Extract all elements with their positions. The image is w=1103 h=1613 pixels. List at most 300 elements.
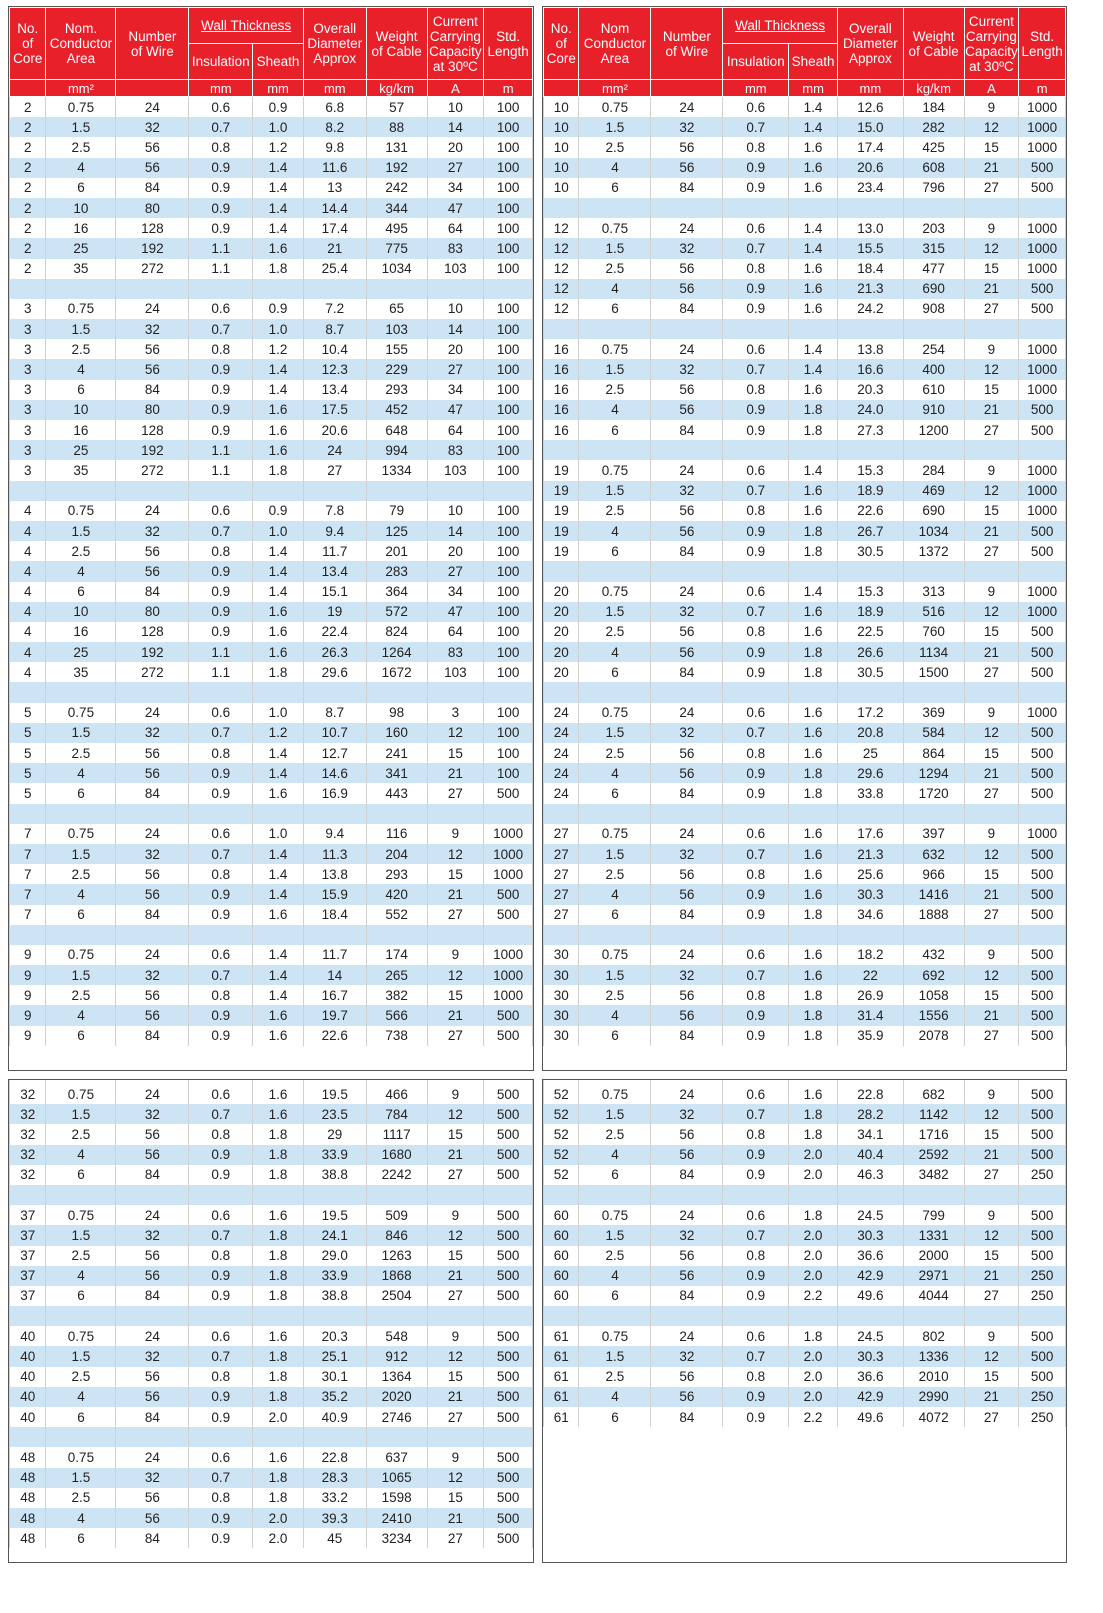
col-current: 9 xyxy=(964,1326,1019,1346)
col-weight: 910 xyxy=(903,400,964,420)
col-diameter: 35.2 xyxy=(303,1387,366,1407)
table-row xyxy=(10,97,533,118)
col-current: 9 xyxy=(964,460,1019,480)
col-length: 500 xyxy=(1019,158,1066,178)
col-sheath: 1.6 xyxy=(789,602,838,622)
col-diameter: 19.7 xyxy=(303,1005,366,1025)
col-wire: 32 xyxy=(651,1104,723,1124)
col-core: 61 xyxy=(544,1367,579,1387)
col-sheath: 1.8 xyxy=(789,1124,838,1144)
col-weight: 4072 xyxy=(903,1407,964,1427)
col-insulation: 0.9 xyxy=(723,1005,789,1025)
col-insulation: 0.9 xyxy=(189,1165,253,1185)
col-weight: 799 xyxy=(903,1205,964,1225)
col-wire: 56 xyxy=(651,137,723,157)
col-length: 100 xyxy=(484,259,533,279)
col-diameter: 31.4 xyxy=(837,1005,903,1025)
col-weight: 796 xyxy=(903,178,964,198)
table-row xyxy=(10,1026,533,1046)
col-area: 4 xyxy=(46,763,116,783)
col-sheath: 2.2 xyxy=(789,1407,838,1427)
col-current: 34 xyxy=(427,178,484,198)
col-current: 15 xyxy=(964,259,1019,279)
col-core: 24 xyxy=(544,763,579,783)
col-area: 2.5 xyxy=(579,985,651,1005)
col-weight: 1142 xyxy=(903,1104,964,1124)
col-length: 500 xyxy=(484,1104,533,1124)
table-row xyxy=(544,1246,1066,1266)
col-area: 4 xyxy=(579,1005,651,1025)
col-sheath: 1.6 xyxy=(253,1326,304,1346)
col-insulation: 0.6 xyxy=(723,1326,789,1346)
col-area: 2.5 xyxy=(579,1367,651,1387)
col-diameter: 23.5 xyxy=(303,1104,366,1124)
col-core: 4 xyxy=(10,561,46,581)
col-weight: 201 xyxy=(366,541,427,561)
col-diameter: 13.8 xyxy=(837,339,903,359)
col-wire: 56 xyxy=(651,158,723,178)
col-weight: 760 xyxy=(903,622,964,642)
col-diameter: 9.4 xyxy=(303,824,366,844)
col-wire: 192 xyxy=(116,440,189,460)
col-length: 100 xyxy=(484,420,533,440)
table-row xyxy=(10,299,533,319)
col-diameter: 21.3 xyxy=(837,844,903,864)
col-area: 2.5 xyxy=(46,1246,116,1266)
col-wire: 32 xyxy=(651,965,723,985)
col-weight: 282 xyxy=(903,117,964,137)
col-sheath: 1.6 xyxy=(253,1005,304,1025)
col-sheath: 1.0 xyxy=(253,319,304,339)
col-current: 27 xyxy=(427,1026,484,1046)
col-length: 500 xyxy=(1019,1026,1066,1046)
col-wire: 24 xyxy=(116,299,189,319)
table-row xyxy=(544,299,1066,319)
col-core: 10 xyxy=(544,158,579,178)
col-core: 7 xyxy=(10,824,46,844)
col-insulation: 0.6 xyxy=(189,97,253,118)
table-row xyxy=(544,743,1066,763)
col-core: 10 xyxy=(544,178,579,198)
col-core: 9 xyxy=(10,945,46,965)
col-area: 4 xyxy=(579,521,651,541)
col-weight: 1264 xyxy=(366,642,427,662)
col-length: 100 xyxy=(484,178,533,198)
col-area: 0.75 xyxy=(579,824,651,844)
col-diameter: 25.6 xyxy=(837,864,903,884)
col-wire: 80 xyxy=(116,602,189,622)
col-core: 7 xyxy=(10,884,46,904)
col-core: 48 xyxy=(10,1488,46,1508)
col-core: 10 xyxy=(544,97,579,118)
group-spacer-row xyxy=(544,1306,1066,1326)
col-core: 16 xyxy=(544,359,579,379)
col-wire: 32 xyxy=(116,723,189,743)
col-area: 2.5 xyxy=(579,1246,651,1266)
col-sheath: 1.0 xyxy=(253,824,304,844)
col-area: 2.5 xyxy=(46,1367,116,1387)
col-length: 500 xyxy=(1019,1246,1066,1266)
col-sheath: 2.0 xyxy=(789,1145,838,1165)
col-area: 10 xyxy=(46,400,116,420)
unit-insulation: mm xyxy=(723,80,789,97)
col-weight: 369 xyxy=(903,703,964,723)
header-overall-diameter: Overall Diameter Approx xyxy=(837,8,903,80)
col-insulation: 0.7 xyxy=(723,481,789,501)
col-wire: 272 xyxy=(116,460,189,480)
col-weight: 864 xyxy=(903,743,964,763)
table-row xyxy=(544,1026,1066,1046)
col-core: 61 xyxy=(544,1387,579,1407)
col-core: 52 xyxy=(544,1145,579,1165)
group-spacer-row xyxy=(544,1185,1066,1205)
col-sheath: 1.6 xyxy=(253,622,304,642)
col-wire: 56 xyxy=(651,259,723,279)
col-weight: 229 xyxy=(366,359,427,379)
col-sheath: 1.4 xyxy=(789,238,838,258)
col-length: 500 xyxy=(1019,642,1066,662)
col-core: 20 xyxy=(544,602,579,622)
table-row xyxy=(10,158,533,178)
col-length: 250 xyxy=(1019,1266,1066,1286)
col-area: 1.5 xyxy=(579,1104,651,1124)
col-weight: 584 xyxy=(903,723,964,743)
col-weight: 912 xyxy=(366,1346,427,1366)
col-diameter: 34.1 xyxy=(837,1124,903,1144)
col-insulation: 0.6 xyxy=(189,824,253,844)
col-sheath: 1.8 xyxy=(253,1387,304,1407)
col-sheath: 1.4 xyxy=(253,945,304,965)
col-insulation: 0.6 xyxy=(189,501,253,521)
col-insulation: 0.8 xyxy=(723,1367,789,1387)
col-core: 12 xyxy=(544,259,579,279)
col-core: 60 xyxy=(544,1225,579,1245)
col-sheath: 1.4 xyxy=(253,884,304,904)
col-area: 0.75 xyxy=(579,339,651,359)
col-wire: 56 xyxy=(651,884,723,904)
col-weight: 2242 xyxy=(366,1165,427,1185)
col-insulation: 0.8 xyxy=(723,501,789,521)
col-wire: 56 xyxy=(116,1266,189,1286)
table-row xyxy=(544,1205,1066,1225)
col-area: 4 xyxy=(46,1145,116,1165)
col-current: 27 xyxy=(964,1407,1019,1427)
col-area: 0.75 xyxy=(46,97,116,118)
col-area: 0.75 xyxy=(579,945,651,965)
col-insulation: 0.9 xyxy=(723,763,789,783)
col-current: 21 xyxy=(964,1387,1019,1407)
col-current: 21 xyxy=(964,521,1019,541)
col-area: 1.5 xyxy=(46,1225,116,1245)
col-insulation: 0.9 xyxy=(723,1165,789,1185)
table-row xyxy=(10,1367,533,1387)
col-current: 21 xyxy=(427,763,484,783)
table-row xyxy=(10,400,533,420)
col-current: 15 xyxy=(427,1124,484,1144)
col-area: 6 xyxy=(579,178,651,198)
col-current: 83 xyxy=(427,440,484,460)
col-wire: 84 xyxy=(651,1407,723,1427)
col-length: 500 xyxy=(484,783,533,803)
col-core: 5 xyxy=(10,703,46,723)
table-row xyxy=(544,965,1066,985)
col-diameter: 25 xyxy=(837,743,903,763)
col-weight: 1416 xyxy=(903,884,964,904)
col-insulation: 0.6 xyxy=(723,824,789,844)
col-sheath: 1.4 xyxy=(789,582,838,602)
table-row xyxy=(544,642,1066,662)
col-diameter: 13.8 xyxy=(303,864,366,884)
col-diameter: 7.8 xyxy=(303,501,366,521)
group-spacer-row xyxy=(10,1185,533,1205)
col-current: 64 xyxy=(427,622,484,642)
col-sheath: 0.9 xyxy=(253,299,304,319)
col-insulation: 0.6 xyxy=(723,703,789,723)
col-insulation: 0.9 xyxy=(189,400,253,420)
table-row xyxy=(544,844,1066,864)
col-insulation: 0.7 xyxy=(189,1346,253,1366)
col-wire: 32 xyxy=(116,844,189,864)
col-length: 250 xyxy=(1019,1407,1066,1427)
table-row xyxy=(544,420,1066,440)
col-weight: 192 xyxy=(366,158,427,178)
col-length: 500 xyxy=(484,1367,533,1387)
col-core: 40 xyxy=(10,1387,46,1407)
col-length: 1000 xyxy=(1019,218,1066,238)
col-length: 100 xyxy=(484,602,533,622)
col-diameter: 11.6 xyxy=(303,158,366,178)
col-wire: 56 xyxy=(651,501,723,521)
col-diameter: 13.0 xyxy=(837,218,903,238)
col-sheath: 2.2 xyxy=(789,1286,838,1306)
col-weight: 775 xyxy=(366,238,427,258)
col-wire: 32 xyxy=(651,117,723,137)
col-weight: 690 xyxy=(903,501,964,521)
col-diameter: 29.0 xyxy=(303,1246,366,1266)
col-weight: 283 xyxy=(366,561,427,581)
col-area: 0.75 xyxy=(579,703,651,723)
col-area: 6 xyxy=(579,420,651,440)
col-area: 6 xyxy=(579,1407,651,1427)
col-wire: 56 xyxy=(651,985,723,1005)
col-sheath: 1.8 xyxy=(789,1326,838,1346)
col-diameter: 38.8 xyxy=(303,1286,366,1306)
col-insulation: 0.9 xyxy=(189,1407,253,1427)
col-length: 500 xyxy=(1019,299,1066,319)
unit-area: mm² xyxy=(579,80,651,97)
col-length: 500 xyxy=(1019,723,1066,743)
table-row xyxy=(10,1246,533,1266)
col-insulation: 1.1 xyxy=(189,238,253,258)
col-weight: 432 xyxy=(903,945,964,965)
col-core: 30 xyxy=(544,945,579,965)
col-diameter: 30.5 xyxy=(837,662,903,682)
header-sheath: Sheath xyxy=(253,44,304,80)
col-sheath: 2.0 xyxy=(253,1508,304,1528)
col-sheath: 1.8 xyxy=(253,662,304,682)
col-diameter: 22.8 xyxy=(837,1084,903,1104)
header-wall-thickness: Wall Thickness xyxy=(189,8,304,44)
col-diameter: 38.8 xyxy=(303,1165,366,1185)
col-sheath: 1.0 xyxy=(253,521,304,541)
col-length: 1000 xyxy=(1019,460,1066,480)
header-number-of-wire: Number of Wire xyxy=(116,8,189,80)
col-length: 1000 xyxy=(1019,602,1066,622)
col-length: 500 xyxy=(1019,1104,1066,1124)
col-length: 500 xyxy=(484,1447,533,1467)
col-area: 4 xyxy=(46,359,116,379)
table-row xyxy=(10,117,533,137)
col-core: 16 xyxy=(544,339,579,359)
col-area: 6 xyxy=(46,1528,116,1548)
col-insulation: 0.9 xyxy=(723,299,789,319)
col-current: 12 xyxy=(427,1225,484,1245)
col-wire: 84 xyxy=(651,662,723,682)
col-core: 32 xyxy=(10,1104,46,1124)
col-sheath: 1.8 xyxy=(789,1026,838,1046)
col-insulation: 0.6 xyxy=(723,339,789,359)
col-length: 1000 xyxy=(484,985,533,1005)
col-length: 500 xyxy=(484,1346,533,1366)
col-core: 27 xyxy=(544,884,579,904)
col-sheath: 1.6 xyxy=(253,905,304,925)
col-wire: 56 xyxy=(116,985,189,1005)
col-area: 6 xyxy=(579,662,651,682)
unit-diameter: mm xyxy=(303,80,366,97)
col-insulation: 0.6 xyxy=(723,218,789,238)
col-wire: 56 xyxy=(116,137,189,157)
col-weight: 4044 xyxy=(903,1286,964,1306)
header-weight: Weight of Cable xyxy=(903,8,964,80)
col-current: 15 xyxy=(964,380,1019,400)
table-row xyxy=(10,1447,533,1467)
col-core: 4 xyxy=(10,501,46,521)
col-insulation: 0.9 xyxy=(189,1508,253,1528)
spec-table-bottom-right xyxy=(542,1079,1067,1563)
table-row xyxy=(544,1266,1066,1286)
table-row xyxy=(544,1084,1066,1104)
col-length: 500 xyxy=(1019,905,1066,925)
col-sheath: 1.8 xyxy=(789,521,838,541)
col-area: 4 xyxy=(46,561,116,581)
table-row xyxy=(10,965,533,985)
col-core: 20 xyxy=(544,582,579,602)
col-wire: 24 xyxy=(116,501,189,521)
col-weight: 610 xyxy=(903,380,964,400)
col-insulation: 0.7 xyxy=(723,602,789,622)
col-current: 27 xyxy=(427,561,484,581)
table-row xyxy=(10,1266,533,1286)
col-diameter: 17.4 xyxy=(303,218,366,238)
col-area: 2.5 xyxy=(46,1488,116,1508)
col-area: 2.5 xyxy=(46,541,116,561)
col-weight: 1888 xyxy=(903,905,964,925)
col-area: 4 xyxy=(579,279,651,299)
col-wire: 84 xyxy=(116,1528,189,1548)
col-core: 5 xyxy=(10,763,46,783)
col-insulation: 0.9 xyxy=(723,1387,789,1407)
col-length: 500 xyxy=(484,1407,533,1427)
col-weight: 509 xyxy=(366,1205,427,1225)
spec-table-top-left xyxy=(8,6,534,1071)
unit-core xyxy=(10,80,46,97)
col-insulation: 0.6 xyxy=(723,945,789,965)
col-insulation: 0.7 xyxy=(723,1104,789,1124)
col-sheath: 2.0 xyxy=(253,1528,304,1548)
col-current: 21 xyxy=(427,1005,484,1025)
col-length: 500 xyxy=(484,1124,533,1144)
unit-wire xyxy=(651,80,723,97)
table-row xyxy=(544,158,1066,178)
col-wire: 56 xyxy=(651,864,723,884)
col-insulation: 0.6 xyxy=(723,1205,789,1225)
col-length: 500 xyxy=(484,1468,533,1488)
table-row xyxy=(544,1346,1066,1366)
col-sheath: 1.6 xyxy=(789,299,838,319)
unit-current: A xyxy=(427,80,484,97)
col-weight: 400 xyxy=(903,359,964,379)
col-current: 9 xyxy=(964,824,1019,844)
col-insulation: 0.9 xyxy=(723,158,789,178)
col-core: 2 xyxy=(10,238,46,258)
col-wire: 56 xyxy=(651,521,723,541)
col-current: 12 xyxy=(964,844,1019,864)
col-weight: 2746 xyxy=(366,1407,427,1427)
col-core: 2 xyxy=(10,158,46,178)
table-row xyxy=(10,1145,533,1165)
cable-spec-table xyxy=(543,7,1066,1046)
cable-spec-table xyxy=(543,1080,1066,1427)
unit-weight: kg/km xyxy=(366,80,427,97)
table-row xyxy=(10,905,533,925)
col-weight: 3234 xyxy=(366,1528,427,1548)
col-core: 24 xyxy=(544,783,579,803)
table-row xyxy=(544,1326,1066,1346)
col-area: 0.75 xyxy=(46,1447,116,1467)
col-weight: 88 xyxy=(366,117,427,137)
col-current: 12 xyxy=(964,723,1019,743)
col-current: 83 xyxy=(427,642,484,662)
col-weight: 2020 xyxy=(366,1387,427,1407)
unit-length: m xyxy=(1019,80,1066,97)
col-sheath: 1.6 xyxy=(789,1084,838,1104)
col-diameter: 13 xyxy=(303,178,366,198)
col-weight: 2010 xyxy=(903,1367,964,1387)
col-area: 6 xyxy=(46,178,116,198)
col-weight: 1263 xyxy=(366,1246,427,1266)
col-diameter: 18.4 xyxy=(837,259,903,279)
col-diameter: 22 xyxy=(837,965,903,985)
col-sheath: 1.4 xyxy=(253,864,304,884)
col-diameter: 20.8 xyxy=(837,723,903,743)
col-sheath: 1.4 xyxy=(789,339,838,359)
col-weight: 452 xyxy=(366,400,427,420)
col-current: 9 xyxy=(427,945,484,965)
col-weight: 1720 xyxy=(903,783,964,803)
col-wire: 56 xyxy=(651,743,723,763)
col-current: 64 xyxy=(427,218,484,238)
col-sheath: 1.2 xyxy=(253,339,304,359)
col-sheath: 1.8 xyxy=(789,905,838,925)
col-insulation: 0.8 xyxy=(189,985,253,1005)
col-current: 12 xyxy=(964,238,1019,258)
col-core: 3 xyxy=(10,339,46,359)
col-core: 3 xyxy=(10,460,46,480)
col-wire: 32 xyxy=(116,965,189,985)
col-length: 500 xyxy=(484,1508,533,1528)
col-weight: 1680 xyxy=(366,1145,427,1165)
table-row xyxy=(544,541,1066,561)
